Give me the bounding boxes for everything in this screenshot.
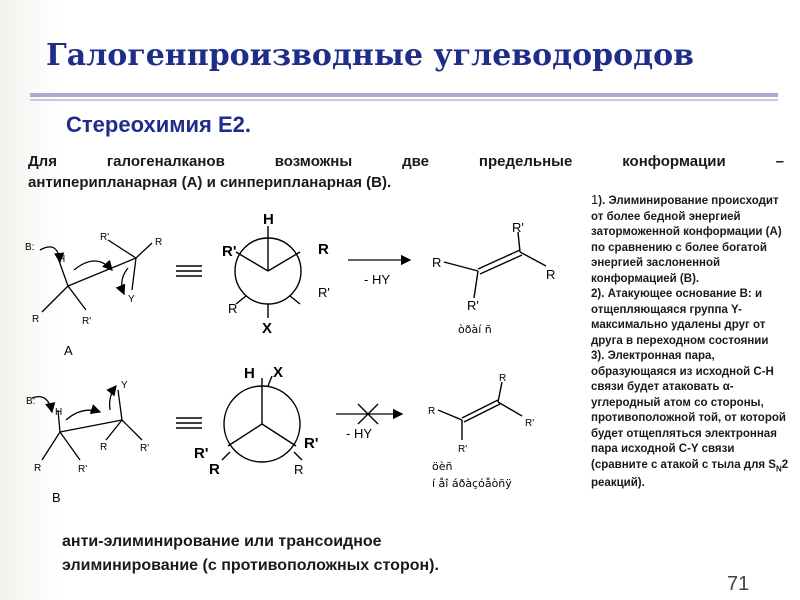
saw-a-base: B: [25,242,35,253]
page-number: 71 [727,573,750,595]
saw-b-r-right: R' [140,443,150,454]
intro-line-2: антиперипланарная (А) и синперипланарная (В). [28,174,392,191]
label-a: A [64,343,73,358]
alkene-a-r-top: R' [512,220,524,235]
alkene-a-r-bottom: R' [467,298,479,313]
newman-a-r-bl: R [228,301,238,316]
saw-a-r-left: R [32,314,40,325]
saw-b-h: H [55,407,63,418]
newman-a-r-right: R [318,241,329,258]
alkene-b-r-bottom: R' [458,444,468,455]
saw-b-r-mid: R [100,442,108,453]
note-3 [591,349,793,492]
saw-a-r-bottom: R' [82,316,92,327]
saw-a-r-right: R [155,237,163,248]
newman-b-r-left: R' [194,445,209,462]
equiv-sign-b [176,418,202,428]
alkene-b-caption-2: í åî áðàçóåòñÿ [432,477,512,490]
saw-b-y: Y [121,380,128,391]
alkene-a-r-right: R [546,267,556,282]
bottom-line-2: элиминирование (с противоположных сторон). [62,557,439,574]
alkene-b-caption-1: öèñ [432,460,453,473]
note-3-main: 3). Электронная пара, образующаяся из исходной С-Н связи будет атаковать α-углеродный атом со стороны, противоположной той, от которой будет отщепляться электронная пара исходной С-Y связи (сравните с атакой с тыла для S [591,350,786,471]
saw-a-h: H [58,254,66,265]
label-b: B [52,490,61,505]
newman-b-r-br: R [294,462,304,477]
note-1 [591,192,793,287]
newman-a-x: X [262,320,273,337]
alkene-b-r-top: R [499,373,507,384]
arrow-a-label: - HY [364,272,390,287]
newman-b [222,376,302,462]
saw-b-base: B: [26,396,36,407]
newman-b-r-bl: R [209,461,220,478]
equiv-sign-a [176,266,202,276]
alkene-a-caption: òðàí ñ [458,323,492,336]
note-3-end: 2 реакций). [591,458,789,490]
alkene-a-r-left: R [432,255,442,270]
saw-a-r-top: R' [100,232,110,243]
arrow-b-label: - HY [346,426,372,441]
bottom-line-1: анти-элиминирование или трансоидное [62,533,382,550]
intro-line-1: Для галогеналканов возможны две предельные конформации – [28,153,784,170]
note-1-text: ). Элиминирование происходит от более бедной энергией заторможенной конформации (А) по сравнению с более богатой энергией заслоненной конформацией (В). [591,195,782,285]
newman-b-h: H [244,365,255,382]
note-1-prefix: 1 [591,192,599,207]
newman-a [235,226,301,318]
saw-a-y: Y [128,294,135,305]
newman-a-r-br: R' [318,285,330,300]
bottom-text [62,530,439,578]
sawhorse-b [32,386,142,460]
saw-b-r-left: R [34,463,42,474]
notes-panel [591,192,793,492]
saw-b-r-bottom: R' [78,464,88,475]
note-3-sub: N [775,463,782,473]
alkene-b [438,382,522,440]
newman-b-x: X [273,364,284,381]
newman-b-r-right: R' [304,435,319,452]
newman-a-h: H [263,211,274,228]
newman-a-r-left: R' [222,243,237,260]
slide-subtitle: Стереохимия Е2. [66,112,251,137]
crossed-arrow-b [336,404,402,424]
slide-title: Галогенпроизводные углеводородов [46,38,695,73]
alkene-b-r-right: R' [525,418,535,429]
note-2: 2). Атакующее основание В: и отщепляющаяся группа Y- максимально удалены друг от друга в переходном состоянии [591,288,769,347]
alkene-b-r-left: R [428,406,436,417]
sawhorse-a [40,240,152,312]
alkene-a [444,232,546,298]
